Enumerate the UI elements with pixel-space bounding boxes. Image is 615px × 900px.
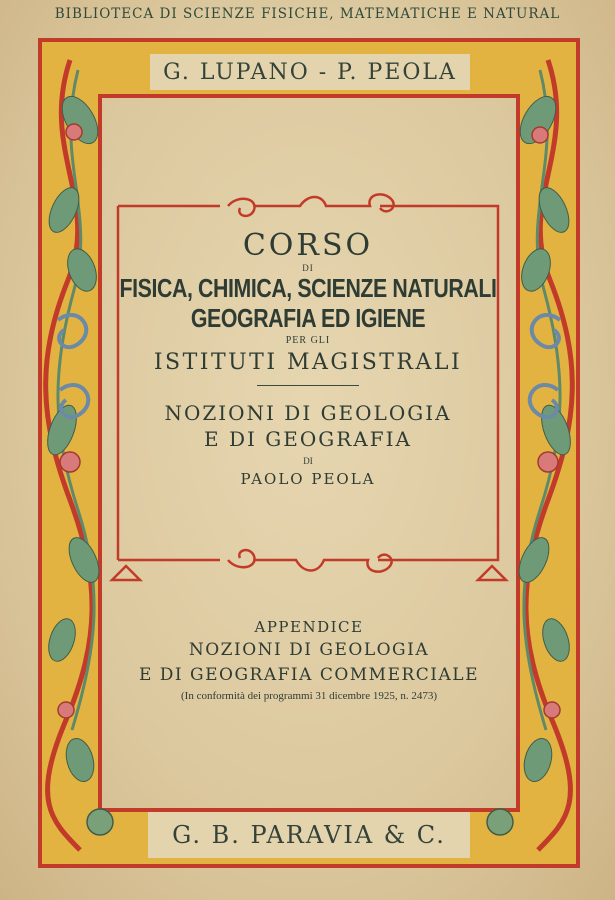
authors-plate: G. LUPANO - P. PEOLA — [150, 54, 470, 90]
title-panel — [118, 206, 498, 566]
volume-line1: NOZIONI DI GEOLOGIA — [164, 401, 452, 425]
series-title: BIBLIOTECA DI SCIENZE FISICHE, MATEMATICHE E NATURAL — [54, 6, 561, 22]
title-subject-line2: GEOGRAFIA ED IGIENE — [190, 303, 426, 333]
appendix-note: (In conformità dei programmi 31 dicembre 1925, n. 2473) — [181, 690, 437, 702]
title-divider — [257, 385, 359, 386]
title-institutes: ISTITUTI MAGISTRALI — [153, 350, 463, 375]
appendix-line1: NOZIONI DI GEOLOGIA — [188, 640, 430, 660]
title-main: CORSO — [242, 228, 374, 263]
volume-line2: E DI GEOGRAFIA — [204, 427, 412, 451]
title-per-gli: PER GLI — [285, 335, 331, 346]
appendix-label: APPENDICE — [254, 618, 364, 636]
title-subject-line1: FISICA, CHIMICA, SCIENZE NATURALI — [119, 273, 497, 303]
volume-author: PAOLO PEOLA — [240, 470, 376, 488]
volume-di: DI — [303, 456, 313, 466]
appendix-block — [100, 618, 518, 702]
appendix-line2: E DI GEOGRAFIA COMMERCIALE — [138, 665, 479, 685]
title-di: DI — [302, 263, 314, 273]
publisher-plate: G. B. PARAVIA & C. — [148, 812, 470, 858]
